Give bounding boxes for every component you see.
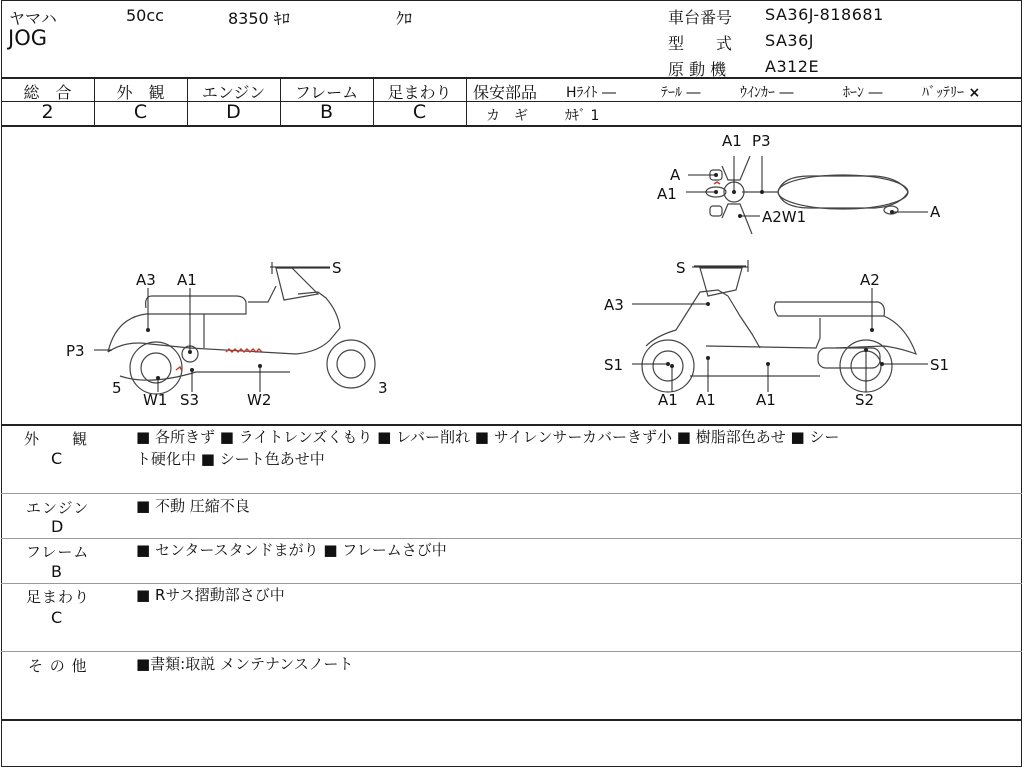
grade-frame-value: B xyxy=(319,101,334,123)
grade-engine-label: エンジン xyxy=(201,83,266,102)
remark-suspension-line1: ■ Rサス摺動部さび中 xyxy=(136,586,285,604)
grade-total-label: 総 合 xyxy=(23,83,72,102)
grade-suspension-value: C xyxy=(412,101,427,123)
diagram-label: A xyxy=(930,203,941,221)
top-view-scooter xyxy=(706,156,908,234)
frame-no: SA36J-818681 xyxy=(765,5,884,24)
divider xyxy=(1,719,1022,721)
diagram-label: P3 xyxy=(66,342,85,360)
safety-item-winker-name: ｳｲﾝｶｰ xyxy=(740,85,775,101)
safety-item-winker-status: ― xyxy=(779,85,794,101)
remark-other-title: そ の 他 xyxy=(28,657,88,675)
color: ｸﾛ xyxy=(396,9,413,28)
safety-item-headlight-status: ― xyxy=(601,85,616,101)
diagram-label: S xyxy=(676,259,686,277)
safety-item-tail-status: ― xyxy=(686,85,701,101)
remark-engine-line1: ■ 不動 圧縮不良 xyxy=(136,497,250,515)
damage-mark xyxy=(176,367,182,371)
diagram-label: A1 xyxy=(658,391,678,409)
safety-item-headlight xyxy=(566,82,616,102)
diagram-label: A1 xyxy=(177,271,197,289)
safety-label: 保安部品 xyxy=(473,83,538,102)
remark-other-line1: ■書類:取説 メンテナンスノート xyxy=(136,655,354,673)
mileage xyxy=(228,6,290,29)
remark-exterior-grade: C xyxy=(51,449,63,468)
remark-exterior-line1: ■ 各所きず ■ ライトレンズくもり ■ レバー削れ ■ サイレンサーカバーきず小 ■ 樹脂部色あせ ■ シー xyxy=(136,428,840,446)
safety-item-horn-name: ﾎｰﾝ xyxy=(843,85,864,101)
frame-no-label: 車台番号 xyxy=(668,8,733,27)
diagram-label: A2 xyxy=(860,271,880,289)
remark-engine-title: エンジン xyxy=(26,499,90,517)
diagram-label: 5 xyxy=(112,379,122,397)
key-label: カ ギ xyxy=(486,108,528,124)
safety-item-battery-status: × xyxy=(968,85,981,101)
diagram-label: A1 xyxy=(696,391,716,409)
mileage-unit: ｷﾛ xyxy=(273,9,290,28)
diagram-label: 3 xyxy=(378,379,388,397)
diagram-label: W1 xyxy=(143,391,168,409)
grade-exterior-value: C xyxy=(133,101,148,123)
safety-item-battery xyxy=(922,82,980,102)
divider xyxy=(466,78,467,125)
grade-engine-value: D xyxy=(226,101,241,123)
remark-suspension-grade: C xyxy=(51,608,63,627)
engine-label: 原 動 機 xyxy=(668,60,727,79)
mileage-value: 8350 xyxy=(228,9,269,28)
displacement: 50cc xyxy=(126,6,164,25)
safety-item-horn-status: ― xyxy=(868,85,883,101)
maker: ヤマハ xyxy=(9,9,57,28)
diagram-label: S1 xyxy=(930,356,950,374)
model-name: JOG xyxy=(8,26,47,50)
diagram-label: A3 xyxy=(604,296,624,314)
diagram-label: S3 xyxy=(180,391,200,409)
diagram-label: A xyxy=(670,166,681,184)
diagram-label: W2 xyxy=(247,391,272,409)
scooter-diagram xyxy=(0,126,1024,424)
diagram-label: A2W1 xyxy=(762,208,807,226)
divider xyxy=(1,493,1022,494)
safety-item-tail xyxy=(661,82,700,102)
grade-total-value: 2 xyxy=(41,101,54,123)
grade-suspension-label: 足まわり xyxy=(387,83,452,102)
remark-exterior-title: 外 観 xyxy=(24,430,89,448)
divider xyxy=(1,77,1022,79)
key-value: ｶｷﾞ 1 xyxy=(565,108,600,124)
diagram-label: A3 xyxy=(136,271,156,289)
diagram-label: P3 xyxy=(752,132,771,150)
remark-frame-title: フレーム xyxy=(26,543,90,561)
safety-item-tail-name: ﾃｰﾙ xyxy=(661,85,682,101)
diagram-label: S2 xyxy=(855,391,875,409)
diagram-label: A1 xyxy=(722,132,742,150)
safety-item-horn xyxy=(843,82,882,102)
diagram-label: S1 xyxy=(604,356,624,374)
safety-item-winker xyxy=(740,82,793,102)
damage-mark xyxy=(714,182,720,184)
diagram-label: S xyxy=(332,259,342,277)
type-label: 型 式 xyxy=(668,34,733,53)
remark-frame-line1: ■ センタースタンドまがり ■ フレームさび中 xyxy=(136,541,447,559)
diagram-label: A1 xyxy=(657,185,677,203)
remark-engine-grade: D xyxy=(51,517,64,536)
diagram-label: A1 xyxy=(756,391,776,409)
grade-exterior-label: 外 観 xyxy=(116,83,165,102)
divider xyxy=(1,651,1022,652)
grade-frame-label: フレーム xyxy=(294,83,359,102)
type-value: SA36J xyxy=(765,31,814,50)
safety-item-battery-name: ﾊﾞｯﾃﾘｰ xyxy=(922,85,964,101)
remark-frame-grade: B xyxy=(51,562,62,581)
remark-exterior-line2: ト硬化中 ■ シート色あせ中 xyxy=(136,450,325,468)
engine-value: A312E xyxy=(765,57,820,76)
safety-item-headlight-name: Hﾗｲﾄ xyxy=(566,85,598,101)
remark-suspension-title: 足まわり xyxy=(26,588,91,606)
